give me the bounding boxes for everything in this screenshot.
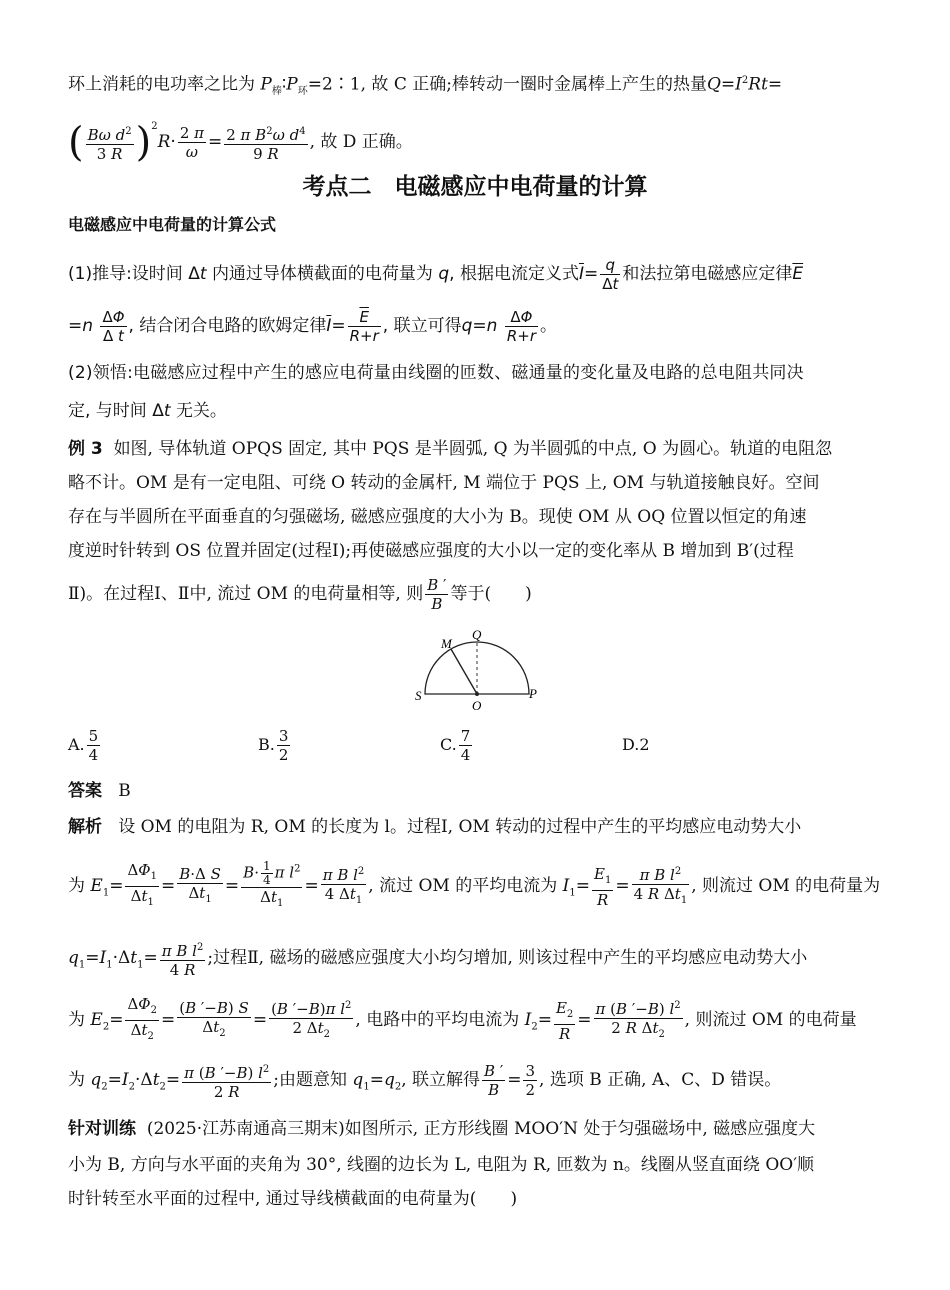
analysis-text-4b: , 电路中的平均电流为 [355,1010,520,1030]
option-a-den: 4 [88,746,99,764]
example-line-4: 度逆时针转到 OS 位置并固定(过程Ⅰ);再使磁感应强度的大小以一定的变化率从 B 增加到 B′(过程 [68,541,794,561]
analysis-text-2a: 为 [68,876,85,896]
option-c-key: C. [440,735,457,754]
label-m: M [441,636,452,651]
answer-value: B [118,781,131,801]
label-q: Q [472,627,482,642]
analysis-line-2: 为 $E_1=$ $\frac{\Delta\Phi_1}{\Delta t_1}$ = $\frac{\text{B·Δ S}}{\Delta t_1}$ = B· $\frac{1}{4}$ π $l^2$ $\Delta t_1$ = $\frac{\pi B l^2}{4 \Delta t_1}$ , 流过 OM 的平均电流为 $I_1=$ $\frac{E_1}{R}$ = $\frac{\pi B l^2}{4 R \Delta t_1}$ , 则流过 OM 的电荷量为 [68,859,881,909]
top-text-a: 环上消耗的电功率之比为 [68,74,255,95]
label-p: P [529,686,537,701]
semicircle-figure [405,622,545,714]
om-rod [451,649,477,694]
option-a-key: A. [68,735,85,754]
training-text-1: (2025·江苏南通高三期末)如图所示, 正方形线圈 MOO′N 处于匀强磁场中, 磁感应强度大 [146,1119,816,1139]
deriv-text-1c: , 根据电流定义式 [449,264,579,284]
example-line-1 [68,434,880,464]
derivation-line-2: =n $\frac{\Delta\Phi}{\text{Δ t}}$ , 结合闭合电路的欧姆定律$\overline{I}=$ $\frac{\overline{E}}{R+r}$ , 联立可得q=n $\frac{\Delta\Phi}{R+r}$ 。 [68,307,558,345]
training-line-1 [68,1114,880,1144]
option-b[interactable] [258,722,292,768]
training-line-3: 时针转至水平面的过程中, 通过导线横截面的电荷量为( ) [68,1189,518,1209]
example-text-5b: 等于( ) [450,584,532,604]
analysis-line-5: 为 $q_2=I_2\cdot\Delta t_2=$ $\frac{\pi (B '-B) l^2}{2 R}$ ;由题意知 $q_1=q_2$, 联立解得 $\frac{B '}{B}$ = $\frac{3}{2}$ , 选项 B 正确, A、C、D 错误。 [68,1062,782,1101]
section-title: 考点二 电磁感应中电荷量的计算 [302,174,648,200]
analysis-line-3: $q_1=I_1\cdot\Delta t_1=$ $\frac{\pi B l^2}{4 R}$ ;过程Ⅱ, 磁场的磁感应强度大小均匀增加, 则该过程中产生的平均感应电动势大小 [68,934,880,982]
top-text-b: =2∶1, 故 C 正确;棒转动一圈时金属棒上产生的热量 [307,74,707,95]
analysis-text-2b: , 流过 OM 的平均电流为 [368,876,558,896]
label-o: O [472,698,482,713]
top-line-2: ( $\frac{B\omega d^2}{3 R}$ )$^2$R· $\frac{2 \pi}{\omega}$ = $\frac{2 \pi B^2\omega d^4}{9 R}$ , 故 D 正确。 [68,119,413,166]
deriv-text-1b: 内通过导体横截面的电荷量为 [211,264,433,284]
option-b-num: 3 [278,727,289,745]
training-line-2: 小为 B, 方向与水平面的夹角为 30°, 线圈的边长为 L, 电阻为 R, 匝数为 n。线圈从竖直面绕 OO′顺 [68,1155,815,1175]
example-line-2: 略不计。OM 是有一定电阻、可绕 O 转动的金属杆, M 端位于 PQS 上, OM 与轨道接触良好。空间 [68,473,820,493]
analysis-text-2c: , 则流过 OM 的电荷量为 [691,876,881,896]
deriv-text-4a: 定, 与时间 [68,401,147,421]
deriv-text-1a: (1)推导:设时间 [68,264,183,284]
deriv-text-4b: 无关。 [175,401,227,421]
analysis-text-4c: , 则流过 OM 的电荷量 [684,1010,857,1030]
option-d[interactable] [622,722,650,768]
analysis-label: 解析 [68,817,102,837]
sub-huan: 环 [297,86,308,98]
analysis-text-5d: , 选项 B 正确, A、C、D 错误。 [539,1070,782,1090]
analysis-text-5a: 为 [68,1070,85,1090]
option-d-value: 2 [639,735,650,754]
option-c-den: 4 [460,746,471,764]
training-label: 针对训练 [68,1119,136,1139]
formula-heading: 电磁感应中电荷量的计算公式 [68,215,277,234]
deriv-text-1d: 和法拉第电磁感应定律 [622,264,793,284]
example-line-3: 存在与半圆所在平面垂直的匀强磁场, 磁感应强度的大小为 B。现使 OM 从 OQ 位置以恒定的角速 [68,507,807,527]
option-c[interactable] [440,722,474,768]
derivation-line-3: (2)领悟:电磁感应过程中产生的感应电荷量由线圈的匝数、磁通量的变化量及电路的总电阻共同决 [68,363,804,383]
top-text-tail: , 故 D 正确。 [309,132,413,152]
pivot-o [475,692,479,696]
top-line-1: 环上消耗的电功率之比为 $P_棒∶P_环=2∶1$, 故 C 正确;棒转动一圈时金属棒上产生的热量$Q=I^2Rt=$ [68,74,783,98]
analysis-text-4a: 为 [68,1010,85,1030]
deriv-text-2end: 。 [540,316,558,336]
option-a-num: 5 [88,727,99,745]
analysis-text-3b: ;过程Ⅱ, 磁场的磁感应强度大小均匀增加, 则该过程中产生的平均感应电动势大小 [207,948,808,968]
label-s: S [415,688,422,703]
deriv-text-2b: , 联立可得 [382,316,462,336]
answer-label: 答案 [68,781,102,801]
analysis-line-4: 为 $E_2=$ $\frac{\Delta\Phi_2}{\Delta t_2}$ = $\frac{(B '-B) S}{\Delta t_2}$ = $\frac{(B '-B)\pi l^2}{2 \Delta t_2}$ , 电路中的平均电流为 $I_2=$ $\frac{E_2}{R}$ = $\frac{\pi (B '-B) l^2}{2 R \Delta t_2}$ , 则流过 OM 的电荷量 [68,995,857,1043]
example-text-1: 如图, 导体轨道 OPQS 固定, 其中 PQS 是半圆弧, Q 为半圆弧的中点, O 为圆心。轨道的电阻忽 [113,439,833,459]
analysis-text-5b: ;由题意知 [273,1070,348,1090]
example-label: 例 3 [68,439,103,459]
option-d-key: D. [622,735,640,754]
derivation-line-4: 定, 与时间 Δt 无关。 [68,401,227,421]
derivation-line-1: (1)推导:设时间 Δt 内通过导体横截面的电荷量为 q, 根据电流定义式$\overline{I}=$ $\frac{q}{\Delta t}$ 和法拉第电磁感应定律$\overline{E}$ [68,255,804,293]
options-row [68,722,880,768]
sub-bang: 棒 [271,86,282,98]
analysis-text-5c: , 联立解得 [401,1070,481,1090]
option-a[interactable] [68,722,102,768]
example-line-5: Ⅱ)。在过程Ⅰ、Ⅱ中, 流过 OM 的电荷量相等, 则 $\frac{B '}{B}$ 等于( ) [68,576,532,613]
deriv-text-2a: , 结合闭合电路的欧姆定律 [128,316,327,336]
option-b-key: B. [258,735,275,754]
option-b-den: 2 [278,746,289,764]
option-c-num: 7 [460,727,471,745]
example-text-5a: Ⅱ)。在过程Ⅰ、Ⅱ中, 流过 OM 的电荷量相等, 则 [68,584,424,604]
answer-line [68,776,880,806]
analysis-line-1 [68,812,880,842]
analysis-text-1: 设 OM 的电阻为 R, OM 的长度为 l。过程Ⅰ, OM 转动的过程中产生的平均感应电动势大小 [118,817,802,837]
